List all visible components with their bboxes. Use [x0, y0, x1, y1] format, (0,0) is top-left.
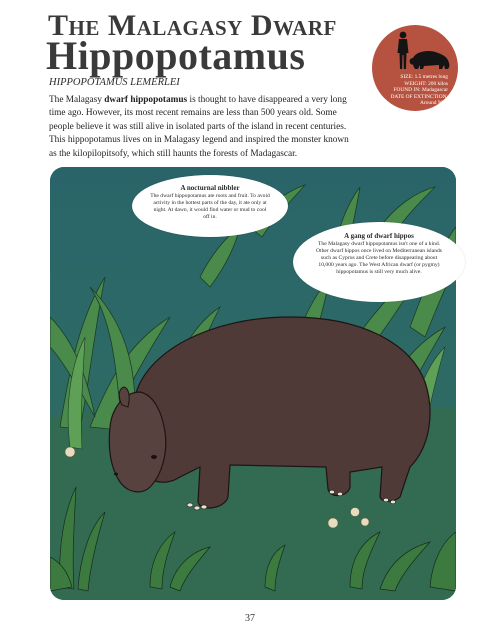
intro-paragraph [49, 94, 349, 161]
callout-gang-of-hippos [293, 222, 465, 302]
fact-extinction-label: DATE OF EXTINCTION: [390, 93, 448, 100]
fact-found: FOUND IN: Madagascar [393, 87, 448, 94]
intro-text-start: The Malagasy [49, 95, 105, 105]
callout-2-text: The Malagasy dwarf hippopotamus isn't one of a kind. Other dwarf hippos once lived on Mediterranean islands such as Cyprus and Crete before disappearing about 10,000 years ago. The West African dwarf (or pygmy) hippopotamus is still very much alive. [316, 241, 442, 275]
facts-badge [372, 25, 458, 111]
callout-1-text: The dwarf hippopotamus ate roots and fruit. To avoid activity in the hottest parts of the day, it ate only at night. At dawn, it would find water or mud to cool off in. [150, 193, 270, 220]
title-line-1: The Malagasy Dwarf [48, 9, 337, 42]
title-line-2: Hippopotamus [46, 33, 306, 78]
scientific-name: HIPPOPOTAMUS LEMERLEI [49, 77, 180, 88]
hippo-silhouette-icon [410, 51, 450, 69]
badge-facts [372, 74, 458, 107]
callout-2-title: A gang of dwarf hippos [344, 232, 414, 240]
callout-nocturnal-nibbler [132, 175, 288, 237]
fact-size: SIZE: 1.5 metres long [400, 74, 448, 80]
human-silhouette-icon [398, 32, 409, 69]
fact-extinction-value: Around 900s [419, 100, 448, 107]
callout-1-title: A nocturnal nibbler [180, 184, 240, 192]
intro-bold-term: dwarf hippopotamus [104, 95, 188, 105]
intro-text-end: is thought to have disappeared a very long time ago. However, its most recent remains are less than 500 years old. Some people believe it was still alive in isolated parts of the island in recent centuries. This hippopotamus lives on in Malagasy legend and inspired the monster known as the kilopilopitsofy, which still haunts the forests of Madagascar. [49, 95, 349, 159]
fact-weight: WEIGHT: 200 kilos [404, 80, 448, 87]
page-number: 37 [245, 613, 255, 624]
